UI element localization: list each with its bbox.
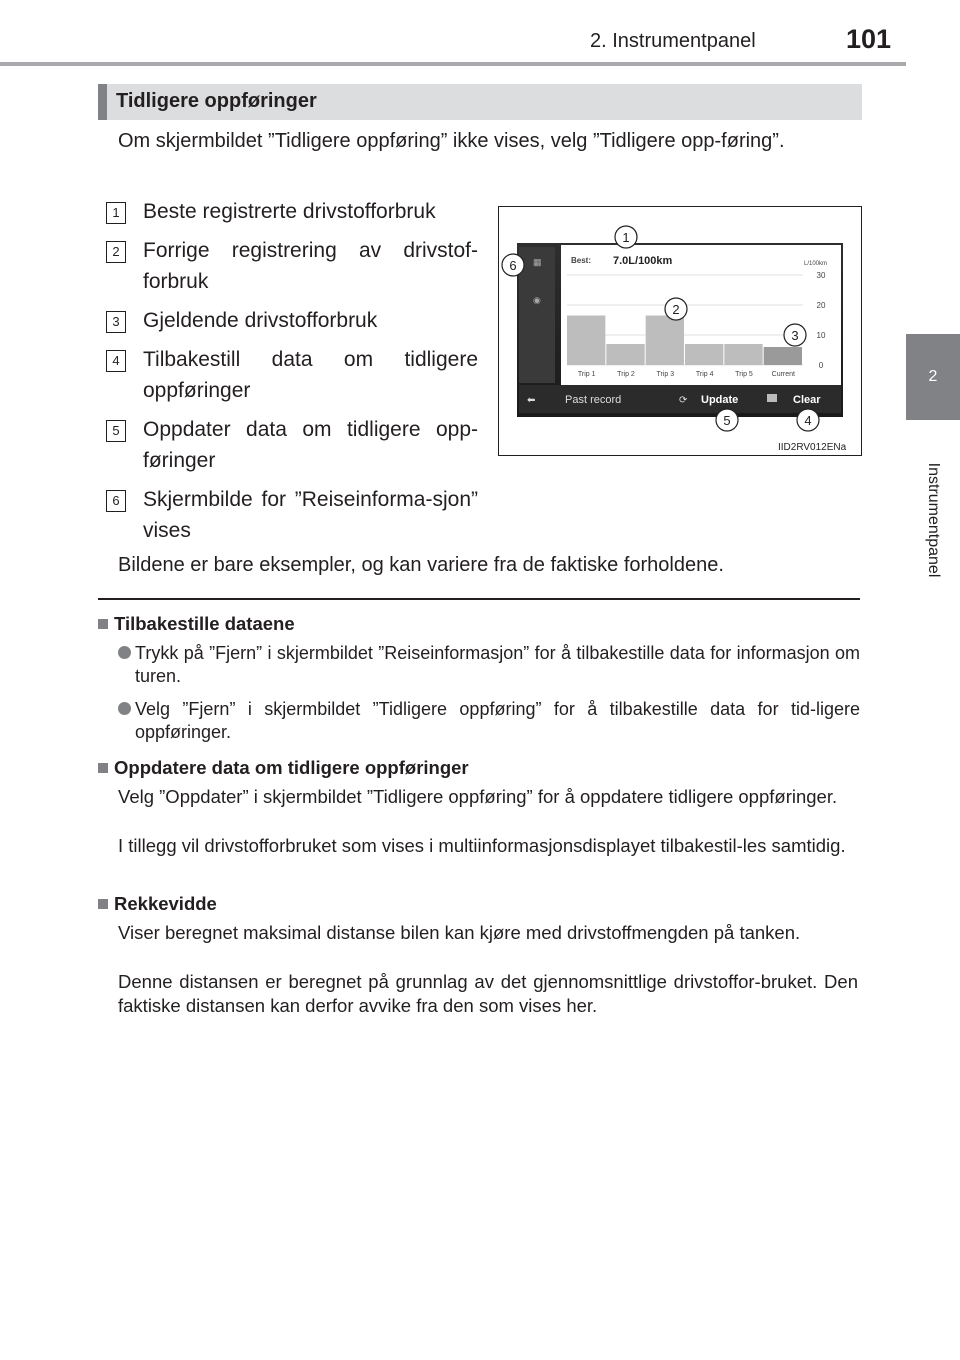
trip-label: Trip 2: [617, 371, 635, 378]
chapter-title: 2. Instrumentpanel: [590, 30, 756, 52]
past-record-screen: [499, 207, 861, 455]
subheading-text: Rekkevidde: [114, 893, 217, 914]
callout-text: Oppdater data om tidligere opp-føringer: [143, 418, 478, 472]
svg-text:2: 2: [672, 302, 680, 317]
callout-text: Forrige registrering av drivstof-forbruk: [143, 239, 478, 293]
section-title-accent: [98, 84, 107, 120]
range-paragraph-1: Viser beregnet maksimal distanse bilen kan kjøre med drivstoffmengden på tanken.: [118, 922, 801, 943]
chapter-tab: [906, 420, 960, 620]
callout-number: 6: [106, 490, 126, 512]
callout-6: [502, 254, 524, 276]
callout-text: Skjermbilde for ”Reiseinforma-sjon” vises: [143, 488, 478, 542]
callout-number: 1: [106, 202, 126, 224]
clear-button[interactable]: Clear: [793, 394, 821, 406]
trip-label: Current: [771, 371, 796, 378]
bullet-text: Trykk på ”Fjern” i skjermbildet ”Reiseinformasjon” for å tilbakestille data for informasjon om turen.: [135, 643, 860, 686]
bullet-dot: [118, 646, 131, 659]
past-record-label: Past record: [565, 394, 622, 406]
y-tick-label: 10: [816, 331, 826, 340]
y-tick-label: 0: [818, 361, 824, 370]
trip-info-icon: ▦: [533, 257, 542, 267]
callout-3: [784, 324, 806, 346]
callout-number: 4: [106, 350, 126, 372]
trip-bar: [724, 344, 762, 365]
bullet-text: Velg ”Fjern” i skjermbildet ”Tidligere oppføring” for å tilbakestille data for tid-ligere oppføringer.: [135, 699, 860, 742]
update-button[interactable]: Update: [701, 394, 739, 406]
callout-item: [98, 484, 478, 546]
best-label: Best:: [571, 256, 592, 265]
trip-label: Trip 5: [735, 371, 753, 378]
callout-number: 2: [106, 241, 126, 263]
update-paragraph-1: Velg ”Oppdater” i skjermbildet ”Tidligere oppføring” for å oppdatere tidligere oppføringer.: [118, 786, 838, 807]
trip-bar: [764, 347, 802, 365]
section-intro: Om skjermbildet ”Tidligere oppføring” ikke vises, velg ”Tidligere opp-føring”.: [118, 130, 785, 152]
callout-list: [98, 196, 478, 554]
callout-number: 3: [106, 311, 126, 333]
update-icon: ⟳: [679, 395, 688, 406]
section-title: Tidligere oppføringer: [116, 90, 317, 112]
y-tick-label: 30: [816, 271, 826, 280]
best-value: 7.0L/100km: [613, 255, 673, 267]
unit-label: L/100km: [804, 261, 828, 267]
clear-icon: [767, 394, 777, 402]
svg-text:3: 3: [791, 328, 799, 343]
back-icon[interactable]: ⬅: [527, 395, 536, 406]
callout-text: Beste registrerte drivstofforbruk: [143, 200, 436, 223]
section-divider: [98, 598, 860, 600]
callout-item: [98, 344, 478, 406]
callout-1: [615, 226, 637, 248]
callout-5: [716, 409, 738, 431]
page-number: 101: [846, 24, 892, 54]
subheading-reset: [98, 613, 295, 635]
trip-label: Trip 4: [695, 371, 714, 378]
subheading-text: Tilbakestille dataene: [114, 613, 295, 634]
chapter-tab-label: Instrumentpanel: [925, 462, 942, 578]
screen-figure: [498, 206, 862, 456]
subheading-update: [98, 757, 469, 779]
figure-code: IID2RV012ENa: [778, 442, 847, 453]
range-paragraph-2: Denne distansen er beregnet på grunnlag av det gjennomsnittlige drivstoffor-bruket. Den faktiske distansen kan derfor avvike fra den som vises her.: [118, 971, 858, 1016]
chapter-tab-number: 2: [906, 334, 960, 420]
svg-text:1: 1: [622, 230, 630, 245]
trip-bar: [685, 344, 723, 365]
svg-text:5: 5: [723, 413, 731, 428]
section-note: Bildene er bare eksempler, og kan variere fra de faktiske forholdene.: [118, 554, 724, 576]
callout-item: [98, 414, 478, 476]
svg-text:6: 6: [509, 258, 517, 273]
subheading-text: Oppdatere data om tidligere oppføringer: [114, 757, 469, 778]
callout-text: Gjeldende drivstofforbruk: [143, 309, 378, 332]
subheading-range: [98, 893, 217, 915]
callout-number: 5: [106, 420, 126, 442]
update-paragraph-2: I tillegg vil drivstofforbruket som vises i multiinformasjonsdisplayet tilbakestil-les samtidig.: [118, 835, 846, 856]
bullet-item: [118, 642, 860, 688]
y-tick-label: 20: [816, 301, 826, 310]
heading-marker: [98, 899, 108, 909]
screen-left-rail: [519, 247, 555, 383]
bullet-dot: [118, 702, 131, 715]
heading-marker: [98, 763, 108, 773]
callout-item: [98, 305, 478, 336]
callout-text: Tilbakestill data om tidligere oppføringer: [143, 348, 478, 402]
callout-4: [797, 409, 819, 431]
trip-label: Trip 3: [656, 371, 675, 378]
bullet-item: [118, 698, 860, 744]
trip-bar: [567, 316, 605, 366]
callout-item: [98, 196, 478, 227]
callout-item: [98, 235, 478, 297]
fuel-icon: ◉: [533, 295, 541, 305]
heading-marker: [98, 619, 108, 629]
svg-text:4: 4: [804, 413, 812, 428]
trip-bar: [646, 316, 684, 366]
header-rule: [0, 62, 906, 66]
callout-2: [665, 298, 687, 320]
trip-label: Trip 1: [577, 371, 596, 378]
trip-bar: [606, 344, 644, 365]
